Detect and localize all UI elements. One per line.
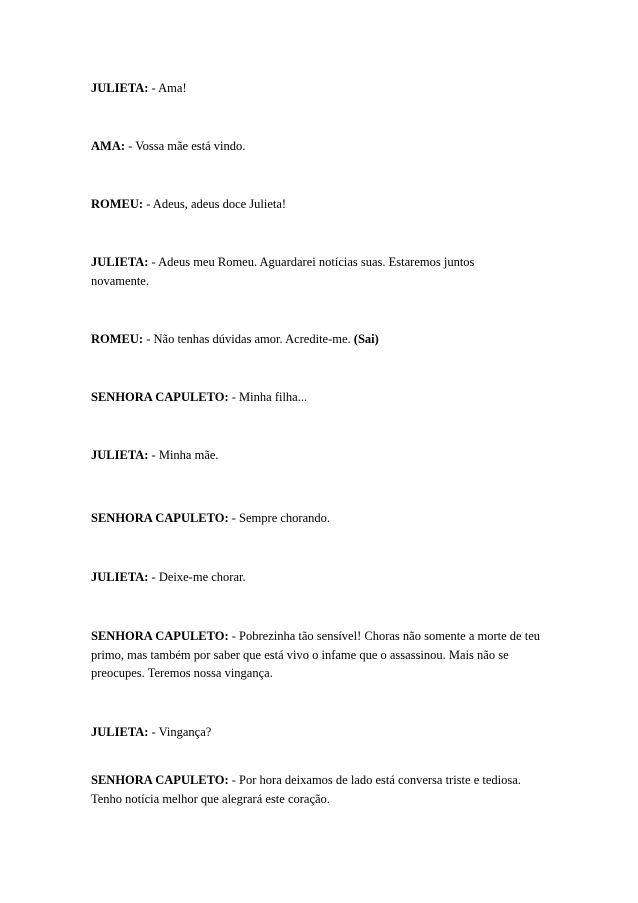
dialogue-line: [91, 253, 521, 290]
speaker-name: JULIETA:: [91, 448, 149, 462]
stage-direction: (Sai): [353, 332, 379, 346]
speaker-name: SENHORA CAPULETO:: [91, 629, 229, 643]
speaker-name: ROMEU:: [91, 332, 144, 346]
speaker-name: JULIETA:: [91, 570, 149, 584]
dialogue-line: [91, 195, 551, 214]
speaker-name: AMA:: [91, 139, 126, 153]
dialogue-line: [91, 771, 549, 808]
dialogue-text: - Vingança?: [148, 725, 212, 739]
dialogue-text: - Adeus meu Romeu. Aguardarei notícias suas. Estaremos juntos novamente.: [91, 255, 475, 288]
speaker-name: ROMEU:: [91, 197, 144, 211]
speaker-name: SENHORA CAPULETO:: [91, 511, 229, 525]
dialogue-text: - Adeus, adeus doce Julieta!: [143, 197, 287, 211]
dialogue-text: - Não tenhas dúvidas amor. Acredite-me.: [143, 332, 354, 346]
speaker-name: JULIETA:: [91, 725, 149, 739]
dialogue-line: [91, 723, 551, 742]
dialogue-text: - Deixe-me chorar.: [148, 570, 246, 584]
dialogue-line: [91, 137, 551, 156]
dialogue-line: [91, 509, 551, 528]
dialogue-text: - Minha mãe.: [148, 448, 219, 462]
dialogue-text: - Ama!: [148, 81, 187, 95]
dialogue-text: - Sempre chorando.: [228, 511, 330, 525]
dialogue-line: [91, 568, 551, 587]
dialogue-text: - Vossa mãe está vindo.: [125, 139, 246, 153]
dialogue-line: [91, 330, 551, 349]
dialogue-text: - Minha filha...: [228, 390, 308, 404]
speaker-name: JULIETA:: [91, 255, 149, 269]
dialogue-line: [91, 79, 551, 98]
dialogue-text: - Pobrezinha tão sensível! Choras não somente a morte de teu primo, mas também por saber que está vivo o infame que o assassinou. Mais não se preocupes. Teremos nossa vingança.: [91, 629, 541, 680]
dialogue-line: [91, 388, 551, 407]
dialogue-line: [91, 446, 551, 465]
speaker-name: SENHORA CAPULETO:: [91, 390, 229, 404]
dialogue-line: [91, 627, 549, 683]
speaker-name: SENHORA CAPULETO:: [91, 773, 229, 787]
dialogue-text: - Por hora deixamos de lado está conversa triste e tediosa. Tenho notícia melhor que alegrará este coração.: [91, 773, 521, 806]
speaker-name: JULIETA:: [91, 81, 149, 95]
